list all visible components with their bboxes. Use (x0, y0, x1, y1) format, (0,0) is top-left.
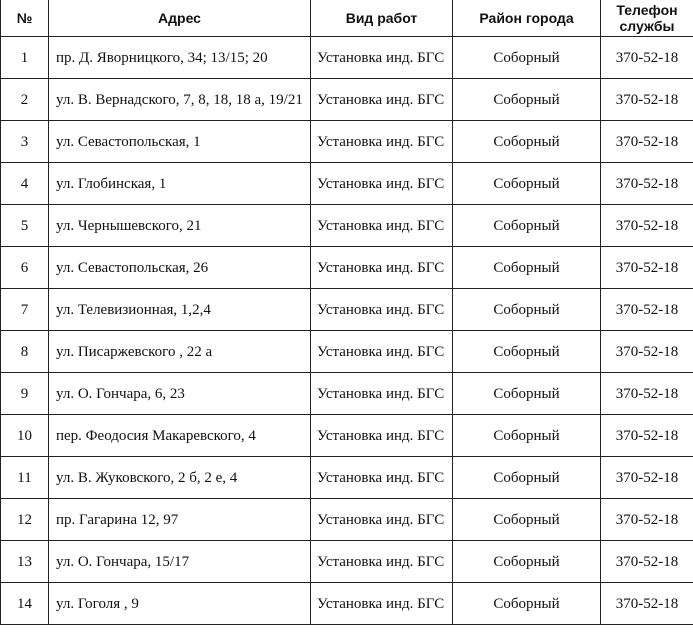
row-phone: 370-52-18 (601, 163, 693, 205)
row-address: ул. Гоголя , 9 (49, 583, 311, 625)
row-number: 7 (1, 289, 49, 331)
row-address: ул. В. Вернадского, 7, 8, 18, 18 а, 19/21 (49, 79, 311, 121)
header-phone: Телефон службы (601, 0, 693, 37)
row-number: 9 (1, 373, 49, 415)
row-district: Соборный (453, 121, 601, 163)
row-number: 4 (1, 163, 49, 205)
row-district: Соборный (453, 79, 601, 121)
table-body (1, 37, 693, 625)
row-address: ул. Телевизионная, 1,2,4 (49, 289, 311, 331)
row-address: ул. Севастопольская, 26 (49, 247, 311, 289)
row-number: 10 (1, 415, 49, 457)
row-work-type: Установка инд. БГС (311, 373, 453, 415)
row-address: пр. Д. Яворницкого, 34; 13/15; 20 (49, 37, 311, 79)
row-phone: 370-52-18 (601, 583, 693, 625)
row-address: пер. Феодосия Макаревского, 4 (49, 415, 311, 457)
row-work-type: Установка инд. БГС (311, 37, 453, 79)
row-district: Соборный (453, 541, 601, 583)
row-phone: 370-52-18 (601, 499, 693, 541)
row-address: ул. Севастопольская, 1 (49, 121, 311, 163)
table-row (1, 205, 693, 247)
row-phone: 370-52-18 (601, 205, 693, 247)
row-work-type: Установка инд. БГС (311, 163, 453, 205)
row-number: 12 (1, 499, 49, 541)
row-work-type: Установка инд. БГС (311, 79, 453, 121)
row-district: Соборный (453, 583, 601, 625)
row-district: Соборный (453, 163, 601, 205)
row-work-type: Установка инд. БГС (311, 331, 453, 373)
row-work-type: Установка инд. БГС (311, 121, 453, 163)
row-phone: 370-52-18 (601, 247, 693, 289)
row-work-type: Установка инд. БГС (311, 583, 453, 625)
row-district: Соборный (453, 457, 601, 499)
row-number: 11 (1, 457, 49, 499)
row-address: ул. В. Жуковского, 2 б, 2 е, 4 (49, 457, 311, 499)
table-row (1, 373, 693, 415)
table-row (1, 331, 693, 373)
row-work-type: Установка инд. БГС (311, 457, 453, 499)
row-phone: 370-52-18 (601, 331, 693, 373)
row-district: Соборный (453, 247, 601, 289)
row-work-type: Установка инд. БГС (311, 247, 453, 289)
row-phone: 370-52-18 (601, 541, 693, 583)
header-number: № (1, 0, 49, 37)
table-row (1, 415, 693, 457)
table-row (1, 37, 693, 79)
table-row (1, 541, 693, 583)
table-row (1, 289, 693, 331)
row-phone: 370-52-18 (601, 121, 693, 163)
row-work-type: Установка инд. БГС (311, 541, 453, 583)
header-work-type: Вид работ (311, 0, 453, 37)
row-district: Соборный (453, 37, 601, 79)
header-address: Адрес (49, 0, 311, 37)
row-address: пр. Гагарина 12, 97 (49, 499, 311, 541)
row-phone: 370-52-18 (601, 457, 693, 499)
header-district: Район города (453, 0, 601, 37)
row-phone: 370-52-18 (601, 79, 693, 121)
row-work-type: Установка инд. БГС (311, 499, 453, 541)
row-address: ул. Глобинская, 1 (49, 163, 311, 205)
row-district: Соборный (453, 205, 601, 247)
row-number: 2 (1, 79, 49, 121)
table-row (1, 79, 693, 121)
row-work-type: Установка инд. БГС (311, 415, 453, 457)
row-address: ул. Писаржевского , 22 а (49, 331, 311, 373)
row-phone: 370-52-18 (601, 37, 693, 79)
table-row (1, 583, 693, 625)
row-district: Соборный (453, 415, 601, 457)
row-district: Соборный (453, 373, 601, 415)
row-number: 13 (1, 541, 49, 583)
row-number: 3 (1, 121, 49, 163)
table-row (1, 163, 693, 205)
row-number: 5 (1, 205, 49, 247)
header-row (1, 0, 693, 37)
row-address: ул. О. Гончара, 15/17 (49, 541, 311, 583)
row-phone: 370-52-18 (601, 373, 693, 415)
row-number: 8 (1, 331, 49, 373)
row-district: Соборный (453, 499, 601, 541)
table-row (1, 247, 693, 289)
table-row (1, 457, 693, 499)
row-district: Соборный (453, 289, 601, 331)
row-address: ул. Чернышевского, 21 (49, 205, 311, 247)
row-number: 14 (1, 583, 49, 625)
row-district: Соборный (453, 331, 601, 373)
row-address: ул. О. Гончара, 6, 23 (49, 373, 311, 415)
row-work-type: Установка инд. БГС (311, 205, 453, 247)
row-number: 6 (1, 247, 49, 289)
row-work-type: Установка инд. БГС (311, 289, 453, 331)
table-row (1, 121, 693, 163)
row-phone: 370-52-18 (601, 289, 693, 331)
row-phone: 370-52-18 (601, 415, 693, 457)
table-row (1, 499, 693, 541)
row-number: 1 (1, 37, 49, 79)
